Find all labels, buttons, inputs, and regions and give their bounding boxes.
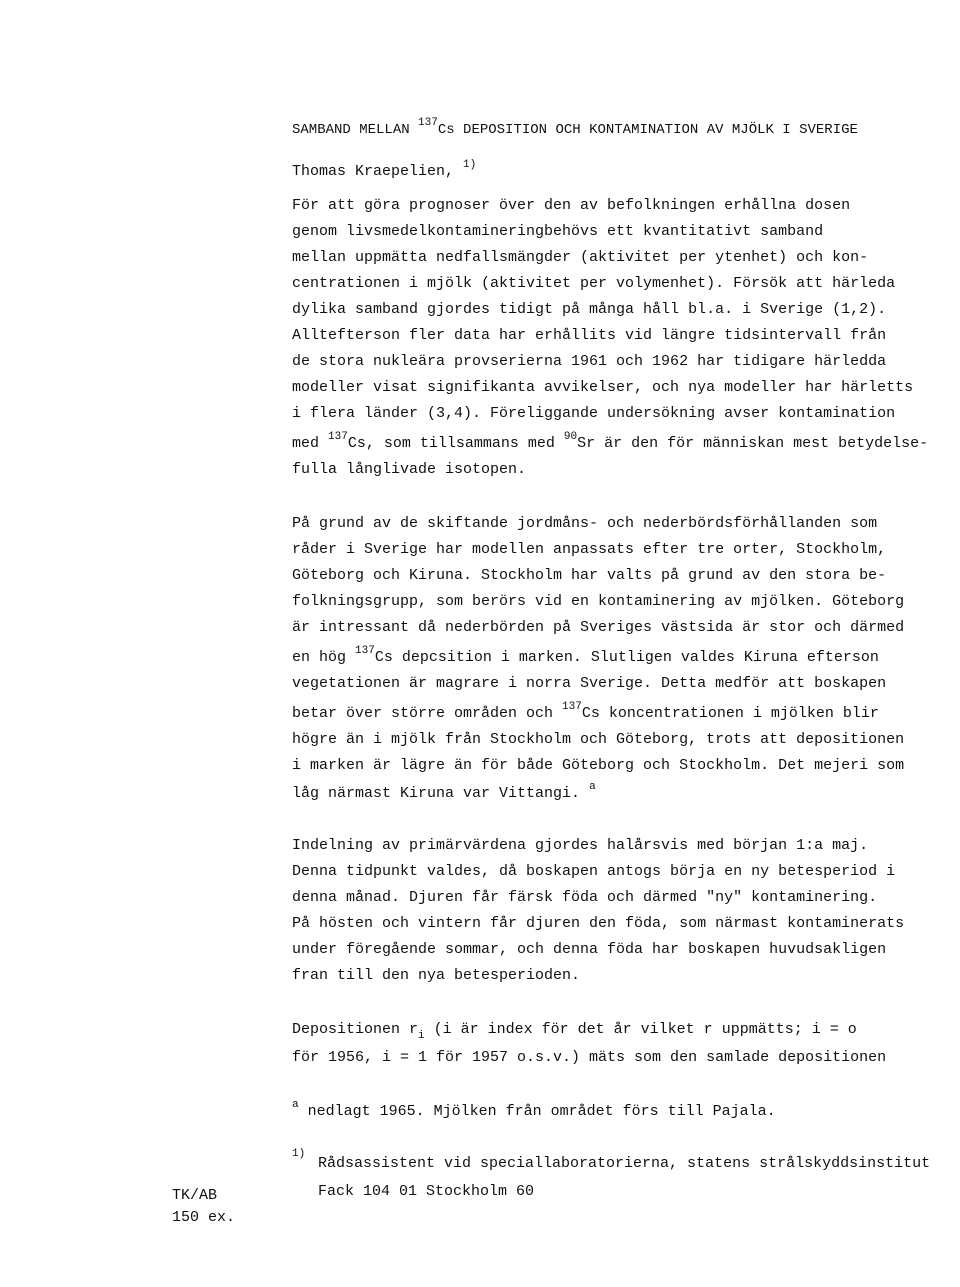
paragraph1-line: modeller visat signifikanta avvikelser, och nya modeller har härletts <box>292 379 914 396</box>
footnote-1-mark: 1) <box>292 1148 306 1160</box>
copies-count: 150 ex. <box>172 1209 236 1226</box>
paragraph2-line: en hög $^{137}$Cs depcsition i marken. Slutligen valdes Kiruna efterson <box>292 645 879 666</box>
paragraph2-line: betar över större områden och $^{137}$Cs koncentrationen i mjölken blir <box>292 701 879 722</box>
footnote-a: $^a$ nedlagt 1965. Mjölken från området förs till Pajala. <box>292 1099 776 1120</box>
paragraph3-line: Denna tidpunkt valdes, då boskapen antogs börja en ny betesperiod i <box>292 863 896 880</box>
paragraph1-line: i flera länder (3,4). Föreliggande undersökning avser kontamination <box>292 405 896 422</box>
paragraph1-line: Alltefterson fler data har erhållits vid längre tidsintervall från <box>292 327 887 344</box>
paragraph1-line: dylika samband gjordes tidigt på många håll bl.a. i Sverige (1,2). <box>292 301 887 318</box>
paragraph1-line: centrationen i mjölk (aktivitet per volymenhet). Försök att härleda <box>292 275 896 292</box>
paragraph3-line: Indelning av primärvärdena gjordes halårsvis med början 1:a maj. <box>292 837 869 854</box>
paragraph1-line: de stora nukleära provserierna 1961 och 1962 har tidigare härledda <box>292 353 887 370</box>
paragraph2-line: Göteborg och Kiruna. Stockholm har valts på grund av den stora be- <box>292 567 887 584</box>
paragraph2-line: i marken är lägre än för både Göteborg och Stockholm. Det mejeri som <box>292 757 905 774</box>
paragraph2-line: folkningsgrupp, som berörs vid en kontaminering av mjölken. Göteborg <box>292 593 905 610</box>
paragraph1-line: För att göra prognoser över den av befolkningen erhållna dosen <box>292 197 851 214</box>
paragraph2-line: råder i Sverige har modellen anpassats efter tre orter, Stockholm, <box>292 541 887 558</box>
footnote-1-line: Rådsassistent vid speciallaboratorierna, statens strålskyddsinstitut <box>318 1155 931 1172</box>
paragraph2-line: låg närmast Kiruna var Vittangi. $^a$ <box>292 781 596 802</box>
paragraph1-line: fulla långlivade isotopen. <box>292 461 527 478</box>
paragraph3-line: På hösten och vintern får djuren den föda, som närmast kontaminerats <box>292 915 905 932</box>
paragraph1-line: mellan uppmätta nedfallsmängder (aktivitet per ytenhet) och kon- <box>292 249 869 266</box>
paragraph2-line: På grund av de skiftande jordmåns- och nederbördsförhållanden som <box>292 515 878 532</box>
paragraph3-line: under föregående sommar, och denna föda har boskapen huvudsakligen <box>292 941 887 958</box>
author-line: Thomas Kraepelien, $^{1)}$ <box>292 159 477 180</box>
footnote-1-address: Fack 104 01 Stockholm 60 <box>318 1183 535 1200</box>
paragraph4-line: Depositionen $r_i$ (i är index för det år vilket r uppmätts; i = o <box>292 1021 857 1042</box>
paragraph2-line: är intressant då nederbörden på Sveriges västsida är stor och därmed <box>292 619 905 636</box>
paragraph4-line: för 1956, i = 1 för 1957 o.s.v.) mäts som den samlade depositionen <box>292 1049 887 1066</box>
document-title: SAMBAND MELLAN $^{137}$Cs DEPOSITION OCH KONTAMINATION AV MJÖLK I SVERIGE <box>292 117 858 138</box>
paragraph2-line: vegetationen är magrare i norra Sverige. Detta medför att boskapen <box>292 675 887 692</box>
paragraph2-line: högre än i mjölk från Stockholm och Göteborg, trots att depositionen <box>292 731 905 748</box>
distribution-code: TK/AB <box>172 1187 218 1204</box>
paragraph3-line: fran till den nya betesperioden. <box>292 967 581 984</box>
paragraph1-line: genom livsmedelkontamineringbehövs ett kvantitativt samband <box>292 223 824 240</box>
paragraph1-line: med $^{137}$Cs, som tillsammans med $^{90}$Sr är den för människan mest betydelse- <box>292 431 929 452</box>
paragraph3-line: denna månad. Djuren får färsk föda och därmed "ny" kontaminering. <box>292 889 878 906</box>
